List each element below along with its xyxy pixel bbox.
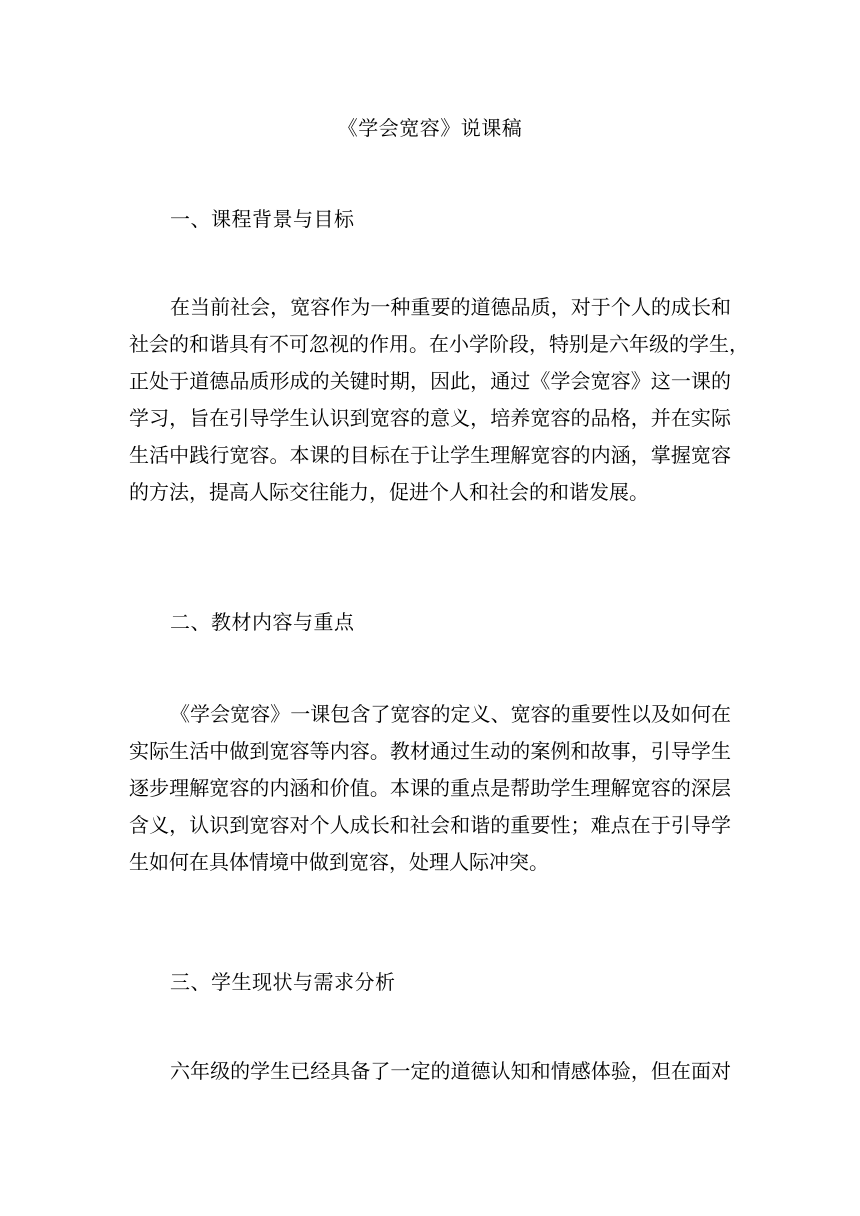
- section-paragraph-1: [129, 289, 749, 511]
- paragraph-line: 含义，认识到宽容对个人成长和社会和谐的重要性；难点在于引导学: [129, 813, 731, 837]
- paragraph-line: 六年级的学生已经具备了一定的道德认知和情感体验，但在面对: [170, 1059, 731, 1083]
- paragraph-line: 逐步理解宽容的内涵和价值。本课的重点是帮助学生理解宽容的深层: [129, 776, 731, 800]
- section-heading-2: 二、教材内容与重点: [170, 610, 355, 634]
- section-heading-3: 三、学生现状与需求分析: [170, 970, 396, 994]
- paragraph-line: 《学会宽容》一课包含了宽容的定义、宽容的重要性以及如何在: [170, 702, 731, 726]
- section-paragraph-3: [129, 1053, 731, 1090]
- paragraph-line: 生如何在具体情境中做到宽容，处理人际冲突。: [129, 850, 549, 874]
- paragraph-line: 的方法，提高人际交往能力，促进个人和社会的和谐发展。: [129, 480, 649, 504]
- paragraph-line: 生活中践行宽容。本课的目标在于让学生理解宽容的内涵，掌握宽容: [129, 443, 731, 467]
- document-title: 《学会宽容》说课稿: [337, 116, 523, 140]
- paragraph-line: 正处于道德品质形成的关键时期，因此，通过《学会宽容》这一课的: [129, 369, 731, 393]
- paragraph-line: 学习，旨在引导学生认识到宽容的意义，培养宽容的品格，并在实际: [129, 406, 731, 430]
- paragraph-line: 在当前社会，宽容作为一种重要的道德品质，对于个人的成长和: [170, 295, 731, 319]
- paragraph-line: 实际生活中做到宽容等内容。教材通过生动的案例和故事，引导学生: [129, 739, 731, 763]
- section-paragraph-2: [129, 696, 731, 881]
- paragraph-line: 社会的和谐具有不可忽视的作用。在小学阶段，特别是六年级的学生，: [129, 332, 749, 356]
- section-heading-1: 一、课程背景与目标: [170, 207, 355, 231]
